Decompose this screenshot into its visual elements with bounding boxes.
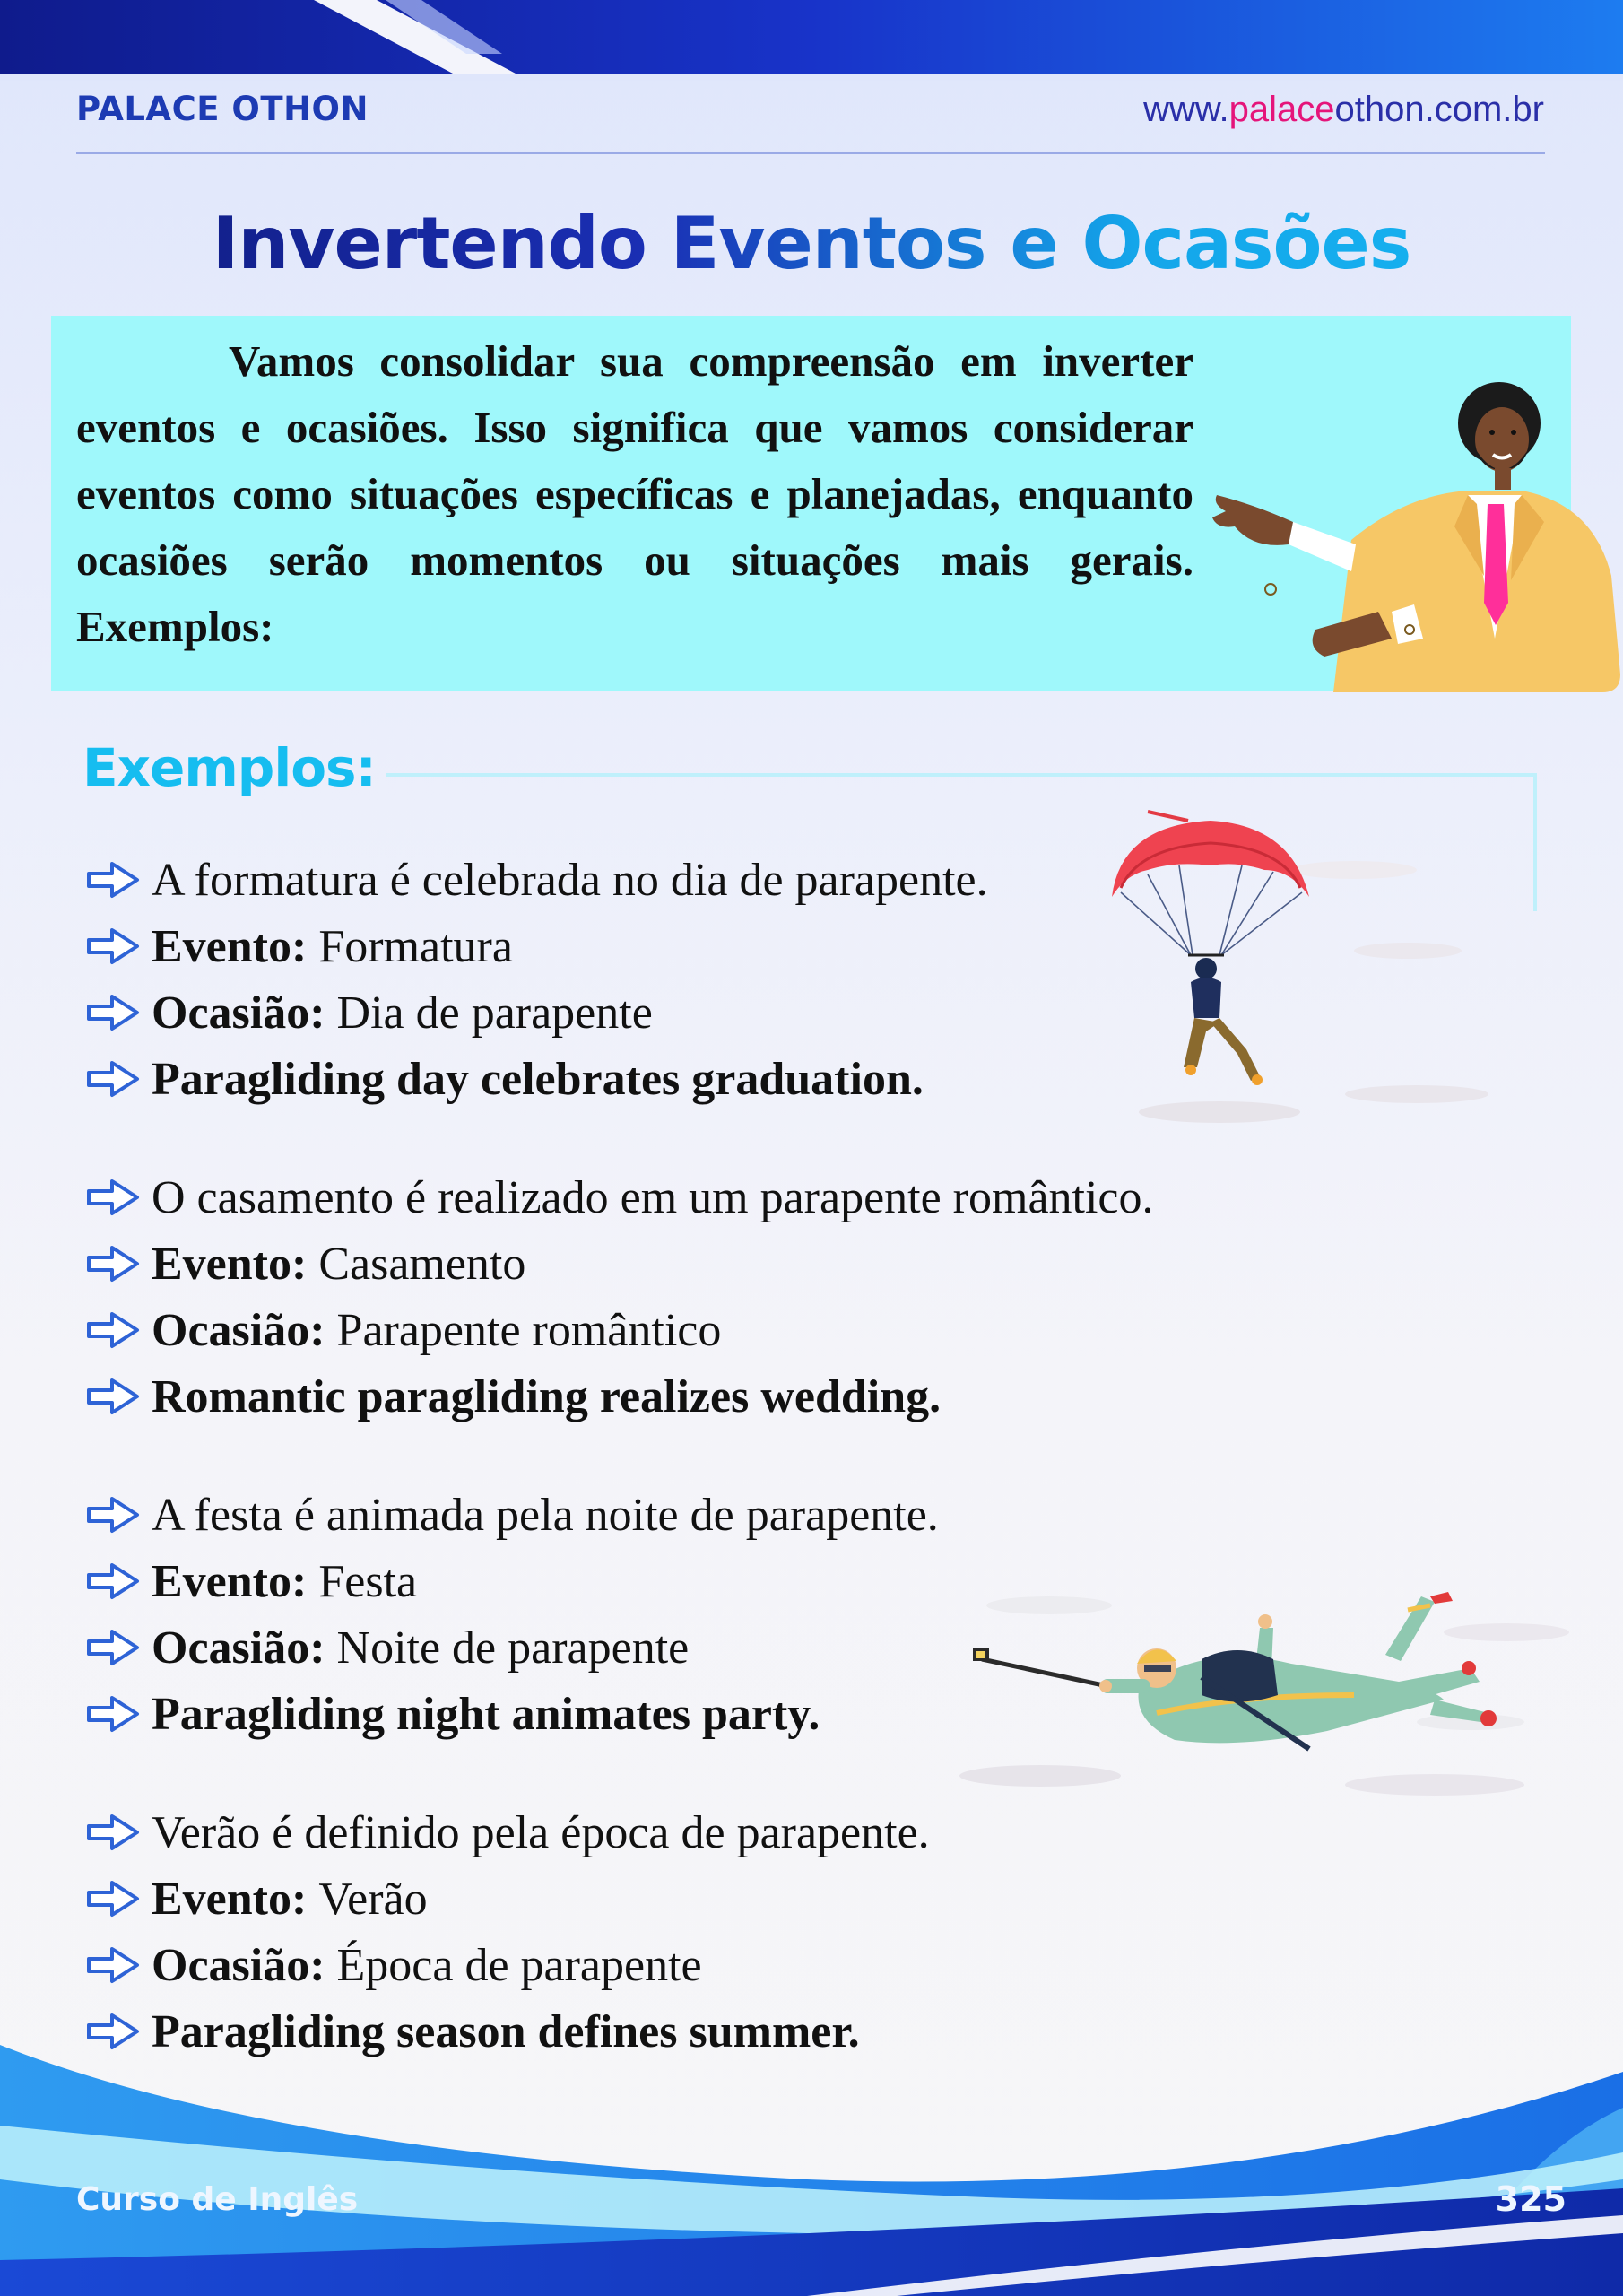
examples-list (85, 847, 1430, 2117)
page-title: Invertendo Eventos e Ocasões (0, 199, 1623, 289)
list-item (85, 1614, 1430, 1681)
intro-box (51, 316, 1571, 691)
list-item (85, 1297, 1430, 1363)
intro-text: Vamos consolidar sua compreensão em inverter eventos e ocasiões. Isso significa que vamos considerar eventos como situações específicas e planejadas, enquanto ocasiões serão momentos ou situações mais gerais. Exemplos: (76, 336, 1193, 651)
list-item (85, 1363, 1430, 1430)
course-name: Curso de Inglês (76, 2181, 359, 2218)
examples-title: Exemplos: (82, 737, 376, 798)
event-label: Evento: (152, 1238, 308, 1290)
event-label: Evento: (152, 1555, 308, 1607)
list-item (85, 1866, 1430, 1932)
right-arrow-icon (85, 1879, 141, 1918)
list-item (85, 1164, 1430, 1231)
right-arrow-icon (85, 1059, 141, 1099)
occasion-value: Dia de parapente (336, 987, 653, 1039)
occasion-value: Época de parapente (336, 1939, 702, 1991)
occasion-value: Parapente romântico (336, 1304, 722, 1356)
website-prefix: www. (1143, 90, 1229, 129)
event-value: Formatura (318, 920, 513, 972)
example-sentence: Verão é definido pela época de parapente. (152, 1806, 930, 1858)
list-item (85, 1548, 1430, 1614)
right-arrow-icon (85, 993, 141, 1032)
right-arrow-icon (85, 860, 141, 900)
right-arrow-icon (85, 1178, 141, 1217)
website-suffix: othon.com.br (1334, 90, 1544, 129)
right-arrow-icon (85, 1561, 141, 1601)
english-sentence: Paragliding day celebrates graduation. (152, 1053, 924, 1105)
occasion-value: Noite de parapente (336, 1622, 690, 1674)
occasion-label: Ocasião: (152, 1304, 325, 1356)
header-band (0, 0, 1623, 81)
right-arrow-icon (85, 1628, 141, 1667)
example-group-3 (85, 1482, 1430, 1747)
list-item (85, 847, 1430, 913)
right-arrow-icon (85, 1495, 141, 1535)
english-sentence: Paragliding season defines summer. (152, 2005, 860, 2057)
header-divider (76, 152, 1545, 154)
presenter-illustration (1199, 370, 1623, 692)
list-item (85, 1799, 1430, 1866)
list-item (85, 1231, 1430, 1297)
english-sentence: Romantic paragliding realizes wedding. (152, 1370, 942, 1422)
example-sentence: A festa é animada pela noite de parapente. (152, 1489, 939, 1541)
event-value: Verão (318, 1873, 428, 1925)
event-value: Casamento (318, 1238, 526, 1290)
event-label: Evento: (152, 1873, 308, 1925)
right-arrow-icon (85, 1310, 141, 1350)
right-arrow-icon (85, 1377, 141, 1416)
event-value: Festa (318, 1555, 418, 1607)
event-label: Evento: (152, 920, 308, 972)
list-item (85, 913, 1430, 979)
example-group-1 (85, 847, 1430, 1112)
right-arrow-icon (85, 1244, 141, 1283)
english-sentence: Paragliding night animates party. (152, 1688, 820, 1740)
right-arrow-icon (85, 1813, 141, 1852)
list-item (85, 1046, 1430, 1112)
right-arrow-icon (85, 926, 141, 966)
website-link[interactable] (1143, 90, 1544, 130)
list-item (85, 1681, 1430, 1747)
right-arrow-icon (85, 1694, 141, 1734)
website-accent: palace (1228, 90, 1335, 129)
list-item (85, 1482, 1430, 1548)
example-sentence: O casamento é realizado em um parapente romântico. (152, 1171, 1154, 1223)
brand-name: PALACE OTHON (76, 90, 369, 128)
example-sentence: A formatura é celebrada no dia de parapente. (152, 854, 988, 906)
occasion-label: Ocasião: (152, 1622, 325, 1674)
occasion-label: Ocasião: (152, 987, 325, 1039)
example-group-2 (85, 1164, 1430, 1430)
occasion-label: Ocasião: (152, 1939, 325, 1991)
list-item (85, 979, 1430, 1046)
page-number: 325 (1495, 2179, 1567, 2219)
footer-waves (0, 1973, 1623, 2296)
